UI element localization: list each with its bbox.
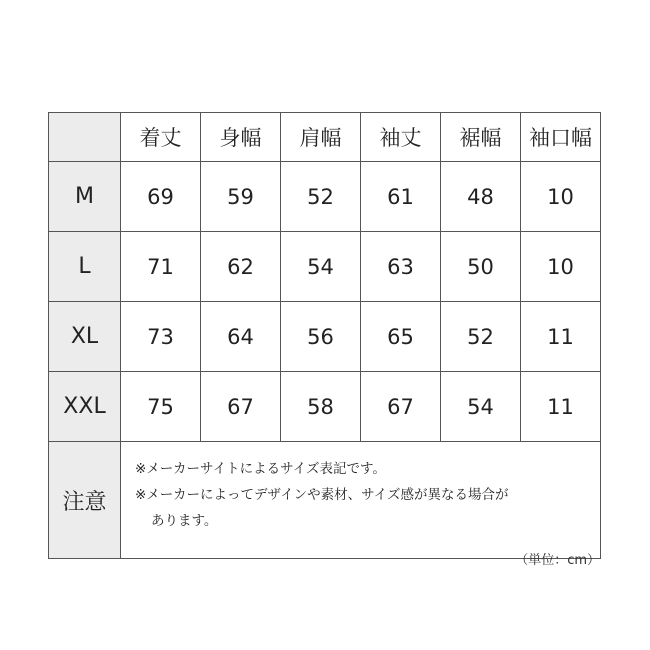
header-length: 着丈	[121, 113, 201, 162]
table-cell: 54	[281, 232, 361, 302]
header-shoulder-width: 肩幅	[281, 113, 361, 162]
table-cell: 10	[521, 162, 601, 232]
table-cell: 69	[121, 162, 201, 232]
table-cell: 11	[521, 302, 601, 372]
table-row	[49, 232, 601, 302]
note-line-3: あります。	[151, 513, 218, 529]
unit-label: （単位：cm）	[515, 553, 600, 568]
table-cell: 10	[521, 232, 601, 302]
table-row	[49, 372, 601, 442]
header-row	[49, 113, 601, 162]
notes-label: 注意	[49, 442, 121, 559]
header-sleeve-length: 袖丈	[361, 113, 441, 162]
table-cell: 75	[121, 372, 201, 442]
note-line-1: ※メーカーサイトによるサイズ表記です。	[135, 461, 386, 477]
table-cell: 67	[361, 372, 441, 442]
header-body-width: 身幅	[201, 113, 281, 162]
table-cell: 48	[441, 162, 521, 232]
table-cell: 62	[201, 232, 281, 302]
table-cell: 67	[201, 372, 281, 442]
notes-row	[49, 442, 601, 559]
table-cell: 54	[441, 372, 521, 442]
header-hem-width: 裾幅	[441, 113, 521, 162]
size-chart-table	[48, 112, 601, 559]
table-cell: 73	[121, 302, 201, 372]
header-cuff-width: 袖口幅	[521, 113, 601, 162]
table-cell: 52	[441, 302, 521, 372]
notes-text	[121, 442, 601, 559]
table-cell: 58	[281, 372, 361, 442]
table-cell: 71	[121, 232, 201, 302]
table-cell: 59	[201, 162, 281, 232]
size-label: M	[49, 162, 121, 232]
size-label: XXL	[49, 372, 121, 442]
table-row	[49, 302, 601, 372]
corner-cell	[49, 113, 121, 162]
table-cell: 65	[361, 302, 441, 372]
note-line-2: ※メーカーによってデザインや素材、サイズ感が異なる場合が	[135, 487, 509, 503]
size-label: L	[49, 232, 121, 302]
table-cell: 52	[281, 162, 361, 232]
table-cell: 56	[281, 302, 361, 372]
table-row	[49, 162, 601, 232]
size-label: XL	[49, 302, 121, 372]
table-cell: 61	[361, 162, 441, 232]
table-cell: 64	[201, 302, 281, 372]
table-cell: 63	[361, 232, 441, 302]
table-cell: 50	[441, 232, 521, 302]
table-cell: 11	[521, 372, 601, 442]
